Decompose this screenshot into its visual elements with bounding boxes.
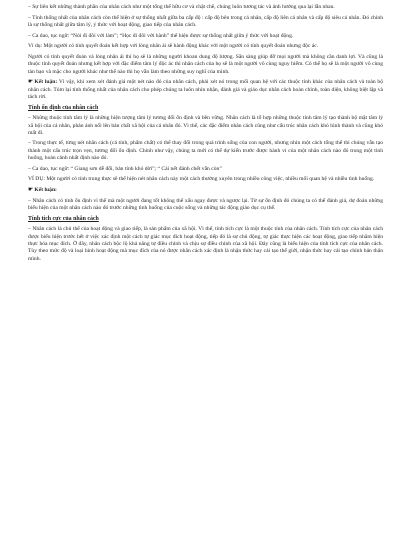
conclusion-paragraph — [28, 79, 383, 101]
paragraph: – Nhân cách là chủ thể của hoạt động và giao tiếp, là sản phẩm của xã hội. Vì thế, tính tích cực là một thuộc tính của nhân cách. Tính tích cực của nhân cách được biểu hiện trước hết ở việc xác định một cách tự giác mục đích hoạt động, tiếp đó là sự chủ động, tự giác thực hiện các hoạt động, giao tiếp nhằm hiện thực hóa mục đích. Ở đây, nhân cách bộc lộ khả năng tự điều chỉnh và chịu sự điều chỉnh của xã hội. Đây cũng là biểu hiện của tính tích cực của nhân cách. Tùy theo mức độ và loại hình hoạt động mà mục đích của nó được nhân cách xác định là nhận thức hay cải tạo thế giới, nhận thức hay cải tạo chính bản thân mình. — [28, 226, 383, 262]
paragraph: – Trong thực tế, từng nét nhân cách (cá tính, phẩm chất) có thể thay đổi trong quá trình sống của con người, nhưng nhìn một cách tổng thể thì chúng vẫn tạo thành một cấu trúc trọn vẹn, tương đối ổn định. Chính như vậy, chúng ta mới có thể dự kiến trước được hành vi của một nhân cách nào đó trong một tình huống, hoàn cảnh nhất định nào đó. — [28, 140, 383, 162]
paragraph: – Ca dao, tục ngữ: “Nói đi đôi với làm”; “Học đi đôi với hành” thể hiện được sự thống nhất giữa ý thức với hoạt động. — [28, 32, 294, 39]
paragraph: – Tính thống nhất của nhân cách còn thể hiện ở sự thống nhất giữa ba cấp độ : cấp độ bên trong cá nhân, cấp độ liên cá nhân và cấp độ siêu cá nhân. Đó chính là sự thống nhất giữa tâm lý, ý thức với hoạt động, giao tiếp của nhân cách. — [28, 14, 383, 28]
paragraph: – Nhân cách có tính ổn định vì thế mà một người đang tốt không thể xấu ngay được và ngược lại. Từ sự ổn định đó chúng ta có thể đánh giá, dự đoán những biểu hiện của một nhân cách nào đó trước những tình huống của cuộc sống và những tác động giáo dục cụ thể. — [28, 197, 383, 212]
paragraph: Ví dụ: Một người có tính quyết đoán kết hợp với lòng nhân ái sẽ hành động khác với một người có tính quyết đoán nhưng độc ác. — [28, 43, 319, 50]
pointing-hand-icon: ☛ — [28, 79, 34, 86]
paragraph: VÍ DỤ: Một người có tính trung thực sẽ thể hiện nét nhân cách này một cách thường xuyên trong nhiều công việc, nhiều mối quan hệ và nhiều tình huống. — [28, 176, 375, 183]
section-heading: Tính ổn định của nhân cách — [28, 104, 99, 111]
paragraph: – Ca dao, tục ngữ: “ Giang sơn dễ đổi, bản tính khó dời”; “ Cái nết đánh chết vẫn còn” — [28, 165, 222, 172]
conclusion-label: Kết luận: — [34, 79, 58, 86]
pointing-hand-icon: ☛ — [28, 187, 34, 194]
section-heading: Tính tích cực của nhân cách — [28, 215, 99, 222]
conclusion-text: Vì vậy, khi xem xét đánh giá một nét nào đó của nhân cách, phải xét nó trong mối quan hệ với các thuộc tính khác của nhân cách và toàn bộ nhân cách. Tóm lại tính thống nhất của nhân cách cho phép chúng ta luôn nhìn nhận, đánh giá và giáo dục nhân cách hoàn chỉnh, toàn diện, không biệt lập và tách rời. — [28, 79, 383, 100]
paragraph: Người có tính quyết đoán và lòng nhân ái thì họ sẽ là những người khoan dung độ lượng. Sẵn sàng giúp đỡ mọi người mà không cần danh lợi. Và cũng là thuộc tính quyết đoán nhưng kết hợp với đặc điểm tâm lý độc ác thì nhân cách của họ sẽ là một người vô cùng nguy hiểm. Có thể họ sẽ là một người vô cùng tàn bạo và mặc cho người khác như thế nào thì họ vẫn làm theo những suy nghĩ của mình. — [28, 53, 383, 75]
paragraph: – Những thuộc tính tâm lý là những hiện tượng tâm lý tương đối ổn định và bền vững. Nhân cách là tổ hợp những thuộc tính tâm lý tạo thành bộ mặt tâm lý xã hội của cá nhân, phản ánh nổi lên bản chất xã hội của cá nhân đó. Vì thế, các đặc điểm nhân cách cũng như cấu trúc nhân cách khó hình thành và cũng khó mất đi. — [28, 115, 383, 136]
conclusion-paragraph — [28, 187, 383, 194]
conclusion-label: Kết luận: — [34, 187, 57, 194]
paragraph: – Sự liên kết những thành phần của nhân cách như một tổng thể hữu cơ và chặt chẽ, chúng luôn tương tác và ảnh hưởng qua lại lẫn nhau. — [28, 4, 335, 10]
